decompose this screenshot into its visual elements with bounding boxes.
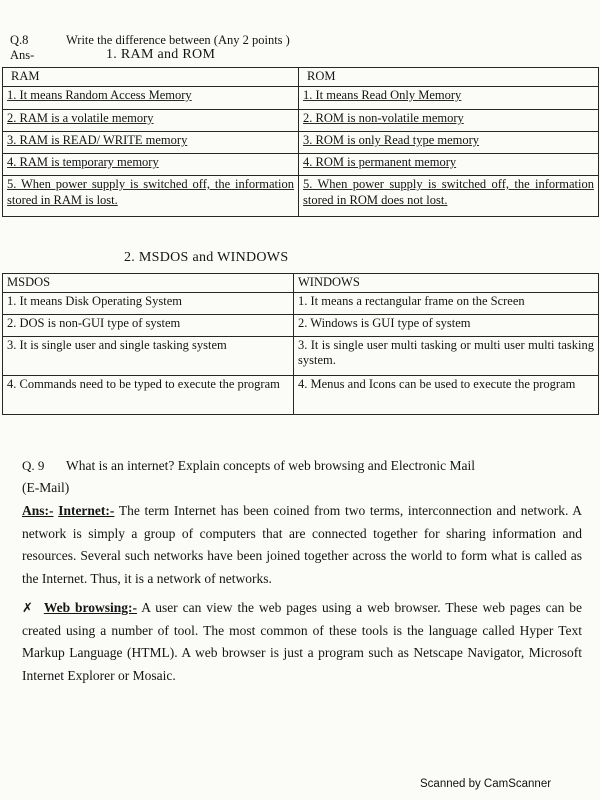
table-row bbox=[3, 110, 599, 132]
cross-mark-icon: ✗ bbox=[22, 600, 33, 615]
table-header-row bbox=[3, 274, 599, 293]
table-row bbox=[3, 375, 599, 414]
table-cell: 3. It is single user and single tasking system bbox=[3, 336, 294, 375]
table-cell: 1. It means Disk Operating System bbox=[3, 292, 294, 314]
question-9-text-continued: (E-Mail) bbox=[22, 480, 70, 495]
table-header-windows: WINDOWS bbox=[294, 274, 599, 293]
question-9-number: Q. 9 bbox=[22, 458, 45, 473]
table-cell: 5. When power supply is switched off, the information stored in RAM is lost. bbox=[3, 176, 299, 217]
msdos-windows-table bbox=[2, 273, 599, 415]
table-header-ram: RAM bbox=[3, 68, 299, 87]
ram-rom-table bbox=[2, 67, 599, 217]
answer-label: Ans:- bbox=[22, 503, 54, 518]
table-cell: 3. ROM is only Read type memory bbox=[299, 132, 599, 154]
table-cell: 4. ROM is permanent memory bbox=[299, 154, 599, 176]
table-row bbox=[3, 314, 599, 336]
table-cell: 4. RAM is temporary memory bbox=[3, 154, 299, 176]
web-browsing-label: Web browsing:- bbox=[43, 600, 138, 615]
web-browsing-text: A user can view the web pages using a web browser. These web pages can be created using a number of tool. The most common of these tools is the language called Hyper Text Markup Language (HTML). A web browser is just a program such as Netscape Navigator, Microsoft Internet Explorer or Mosaic. bbox=[22, 600, 583, 683]
internet-paragraph bbox=[22, 500, 582, 590]
scanner-watermark: Scanned by CamScanner bbox=[420, 778, 552, 790]
web-browsing-paragraph bbox=[22, 597, 582, 687]
table-row bbox=[3, 176, 599, 217]
internet-label: Internet:- bbox=[58, 503, 115, 518]
table-cell: 2. ROM is non-volatile memory bbox=[299, 110, 599, 132]
table-cell: 2. Windows is GUI type of system bbox=[294, 314, 599, 336]
table-row bbox=[3, 87, 599, 110]
table-cell: 3. It is single user multi tasking or multi user multi tasking system. bbox=[294, 336, 599, 375]
table-header-row bbox=[3, 68, 599, 87]
answer-label: Ans- bbox=[10, 48, 35, 62]
table-cell: 2. DOS is non-GUI type of system bbox=[3, 314, 294, 336]
section-heading-msdos-windows: 2. MSDOS and WINDOWS bbox=[124, 250, 289, 265]
question-9-text: What is an internet? Explain concepts of web browsing and Electronic Mail bbox=[66, 458, 475, 473]
question-8-text: Write the difference between (Any 2 points ) bbox=[66, 33, 290, 47]
question-8-number: Q.8 bbox=[10, 33, 29, 47]
table-cell: 4. Menus and Icons can be used to execute the program bbox=[294, 375, 599, 414]
table-header-msdos: MSDOS bbox=[3, 274, 294, 293]
table-header-rom: ROM bbox=[299, 68, 599, 87]
internet-text: The term Internet has been coined from two terms, interconnection and network. A network is simply a group of computers that are connected together for sharing information and resources. Several such networks have been joined together across the world to form what is called as the Internet. Thus, it is a network of networks. bbox=[22, 503, 582, 586]
table-cell: 3. RAM is READ/ WRITE memory bbox=[3, 132, 299, 154]
table-cell: 1. It means Read Only Memory bbox=[299, 87, 599, 110]
table-row bbox=[3, 292, 599, 314]
table-cell: 1. It means a rectangular frame on the Screen bbox=[294, 292, 599, 314]
table-row bbox=[3, 336, 599, 375]
table-row bbox=[3, 132, 599, 154]
table-cell: 1. It means Random Access Memory bbox=[3, 87, 299, 110]
table-row bbox=[3, 154, 599, 176]
table-cell: 2. RAM is a volatile memory bbox=[3, 110, 299, 132]
table-cell: 4. Commands need to be typed to execute the program bbox=[3, 375, 294, 414]
section-heading-ram-rom: 1. RAM and ROM bbox=[106, 47, 216, 62]
table-cell: 5. When power supply is switched off, the information stored in ROM does not lost. bbox=[299, 176, 599, 217]
